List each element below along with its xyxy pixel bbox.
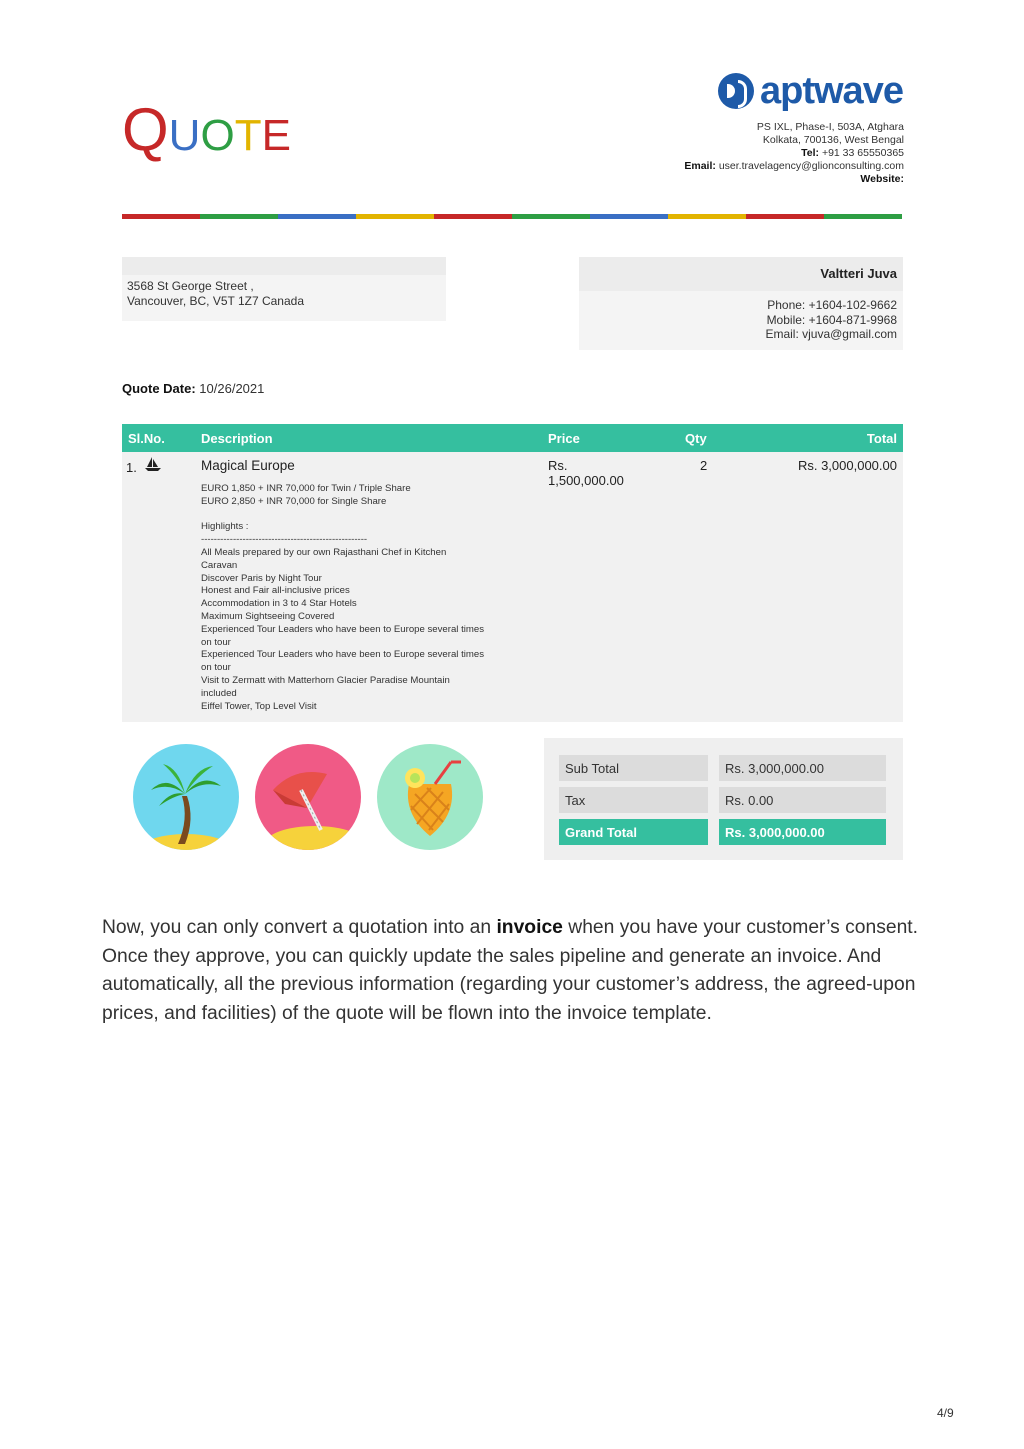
color-bar-segment <box>824 214 902 219</box>
description-line: EURO 2,850 + INR 70,000 for Single Share <box>201 495 387 507</box>
quote-title-letter: E <box>261 111 291 160</box>
header-price: Price <box>548 431 580 446</box>
header-slno: Sl.No. <box>128 431 165 446</box>
color-bar-segment <box>122 214 200 219</box>
description-line: All Meals prepared by our own Rajasthani Chef in Kitchen <box>201 546 447 558</box>
quote-date <box>122 381 264 396</box>
customer-email: Email: vjuva@gmail.com <box>765 327 897 341</box>
row-description-title: Magical Europe <box>201 458 295 473</box>
table-header <box>122 424 903 452</box>
description-line: on tour <box>201 662 231 674</box>
row-description-lines <box>201 483 546 713</box>
company-address <box>684 121 904 186</box>
beach-umbrella-icon <box>255 744 361 850</box>
description-line <box>201 509 546 522</box>
totals-box <box>544 738 903 860</box>
description-line: Highlights : <box>201 521 249 533</box>
billing-address-line1: 3568 St George Street , <box>127 279 254 293</box>
company-tel-label: Tel: <box>801 147 820 159</box>
color-bar-segment <box>668 214 746 219</box>
description-line: EURO 1,850 + INR 70,000 for Twin / Triple Share <box>201 483 411 494</box>
company-email <box>684 160 904 173</box>
customer-box <box>579 257 903 350</box>
color-divider <box>122 214 902 219</box>
paragraph-text: when you have your customer’s consent. Once they approve, you can quickly update the sales pipeline and generate an invoice. And automatically, all the previous information (regarding your customer’s address, the agreed-upon prices, and facilities) of the quote will be flown into the invoice template. <box>102 917 919 1024</box>
ship-icon <box>144 456 162 472</box>
billing-address-header <box>122 257 446 275</box>
tax-label: Tax <box>559 787 708 813</box>
items-table <box>122 424 903 722</box>
description-line: Experienced Tour Leaders who have been to Europe several times <box>201 623 485 635</box>
billing-address-line2: Vancouver, BC, V5T 1Z7 Canada <box>127 294 304 308</box>
logo-mark-icon <box>718 73 754 109</box>
company-tel-value: +91 33 65550365 <box>821 147 904 159</box>
paragraph-bold-invoice: invoice <box>496 917 563 938</box>
color-bar-segment <box>356 214 434 219</box>
description-line: Honest and Fair all-inclusive prices <box>201 585 350 597</box>
row-price-line1: Rs. <box>548 458 568 473</box>
subtotal-label: Sub Total <box>559 755 708 781</box>
quote-title <box>122 96 291 163</box>
tax-value: Rs. 0.00 <box>719 787 886 813</box>
billing-address <box>122 275 446 313</box>
description-line: Discover Paris by Night Tour <box>201 572 322 584</box>
company-email-value: user.travelagency@glionconsulting.com <box>718 160 904 172</box>
quote-title-letter: U <box>168 111 201 160</box>
color-bar-segment <box>512 214 590 219</box>
description-line: included <box>201 687 237 699</box>
description-line: Caravan <box>201 559 238 571</box>
company-address-line2: Kolkata, 700136, West Bengal <box>762 134 904 146</box>
customer-phone: Phone: +1604-102-9662 <box>767 298 897 312</box>
color-bar-segment <box>434 214 512 219</box>
header-description: Description <box>201 431 273 446</box>
color-bar-segment <box>278 214 356 219</box>
company-logo <box>718 72 903 110</box>
row-price-line2: 1,500,000.00 <box>548 473 624 488</box>
description-line: Experienced Tour Leaders who have been to Europe several times <box>201 649 485 661</box>
palm-tree-icon <box>133 744 239 850</box>
description-line: on tour <box>201 636 231 648</box>
header-total: Total <box>866 431 897 446</box>
paragraph-text: Now, you can only convert a quotation into an <box>102 917 497 938</box>
grand-total-label: Grand Total <box>559 819 708 845</box>
logo-text: aptwave <box>760 70 903 112</box>
row-total: Rs. 3,000,000.00 <box>797 458 897 473</box>
company-website <box>684 173 904 186</box>
description-line: ---------------------------------------------------- <box>201 534 368 546</box>
article-paragraph <box>102 914 932 1028</box>
page-number: 4/9 <box>937 1406 954 1420</box>
quote-date-label: Quote Date: <box>122 381 196 396</box>
customer-contacts <box>579 291 903 342</box>
quote-title-letter: Q <box>122 96 169 163</box>
header-qty: Qty <box>685 431 707 446</box>
color-bar-segment <box>746 214 824 219</box>
color-bar-segment <box>200 214 278 219</box>
row-slno: 1. <box>126 460 137 475</box>
customer-mobile: Mobile: +1604-871-9968 <box>766 312 897 327</box>
description-line: Eiffel Tower, Top Level Visit <box>201 700 317 712</box>
quote-date-value: 10/26/2021 <box>199 381 265 396</box>
description-line: Visit to Zermatt with Matterhorn Glacier Paradise Mountain <box>201 674 450 686</box>
quote-title-letter: T <box>234 111 262 160</box>
row-qty: 2 <box>700 458 708 473</box>
company-tel <box>684 147 904 160</box>
customer-name: Valtteri Juva <box>579 257 903 291</box>
company-website-label: Website: <box>860 173 904 185</box>
company-address-line1: PS IXL, Phase-I, 503A, Atghara <box>756 121 904 133</box>
company-email-label: Email: <box>684 160 716 172</box>
grand-total-value: Rs. 3,000,000.00 <box>719 819 886 845</box>
pineapple-drink-icon <box>377 744 483 850</box>
description-line: Maximum Sightseeing Covered <box>201 610 335 622</box>
subtotal-value: Rs. 3,000,000.00 <box>719 755 886 781</box>
description-line: Accommodation in 3 to 4 Star Hotels <box>201 598 357 610</box>
quote-title-letter: O <box>200 111 235 160</box>
color-bar-segment <box>590 214 668 219</box>
billing-address-box <box>122 257 446 321</box>
row-price <box>548 458 624 488</box>
